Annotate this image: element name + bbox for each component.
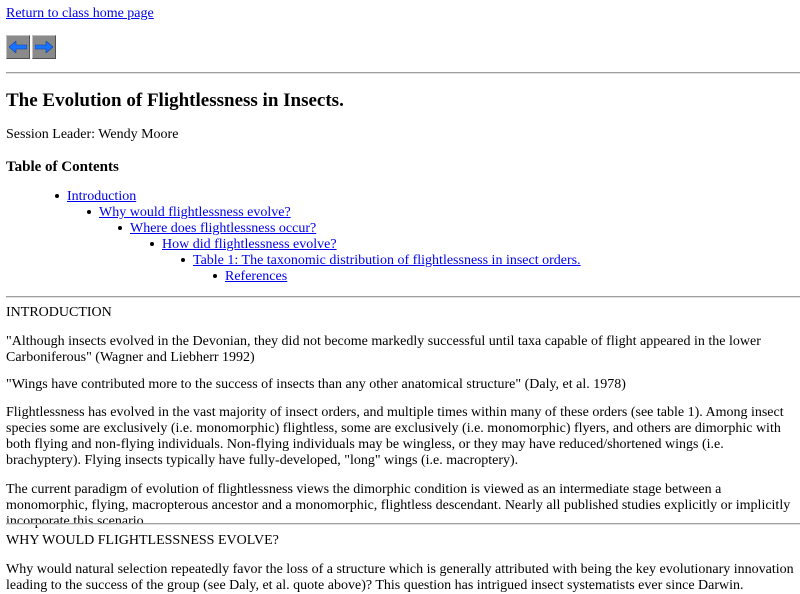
introduction-quote-1: "Although insects evolved in the Devonian, they did not become markedly successful until taxa capable of flight appeared in the lower Carboniferous" (Wagner and Liebherr 1992) — [6, 334, 761, 365]
toc-item-table1 — [181, 253, 581, 269]
introduction-paragraph-2: The current paradigm of evolution of flightlessness views the dimorphic condition is viewed as an intermediate stage between a monomorphic, flying, macropterous ancestor and a monomorphic, flightless descendant. Nearly all published studies explicitly or implicitly incorporate this scenario. — [6, 482, 791, 529]
next-page-button[interactable] — [32, 35, 56, 59]
divider — [6, 296, 800, 298]
page-title: The Evolution of Flightlessness in Insects. — [6, 90, 344, 111]
toc-heading: Table of Contents — [6, 159, 119, 175]
toc-link-references[interactable]: References — [225, 269, 288, 284]
toc-item-why — [87, 205, 291, 221]
toc-link-table1[interactable]: Table 1: The taxonomic distribution of flightlessness in insect orders. — [193, 253, 581, 268]
bullet-icon — [118, 226, 122, 230]
toc-link-why[interactable]: Why would flightlessness evolve? — [99, 205, 291, 220]
arrow-left-icon — [9, 41, 27, 53]
why-heading: WHY WOULD FLIGHTLESSNESS EVOLVE? — [6, 533, 279, 548]
previous-page-button[interactable] — [6, 35, 30, 59]
toc-link-how[interactable]: How did flightlessness evolve? — [162, 237, 337, 252]
bullet-icon — [181, 258, 185, 262]
bullet-icon — [87, 210, 91, 214]
toc-link-where[interactable]: Where does flightlessness occur? — [130, 221, 317, 236]
why-paragraph-1: Why would natural selection repeatedly favor the loss of a structure which is generally attributed with being the key evolutionary innovation leading to the success of the group (see Daly, et al. quote above)? This question has intrigued insect systematists ever since Darwin. — [6, 562, 794, 593]
session-leader: Session Leader: Wendy Moore — [6, 127, 179, 142]
introduction-paragraph-1: Flightlessness has evolved in the vast majority of insect orders, and multiple times within many of these orders (see table 1). Among insect species some are exclusively (i.e. monomorphic) flightless, some are exclusively (i.e. monomorphic) flyers, and others are dimorphic with both flying and non-flying individuals. Non-flying individuals may be wingless, or they may have reduced/shortened wings (i.e. brachyptery). Flying insects typically have fully-developed, "long" wings (i.e. macroptery). — [6, 405, 784, 468]
toc-link-introduction[interactable]: Introduction — [67, 189, 137, 204]
introduction-quote-2: "Wings have contributed more to the success of insects than any other anatomical structure" (Daly, et al. 1978) — [6, 377, 626, 392]
bullet-icon — [150, 242, 154, 246]
arrow-right-icon — [35, 41, 53, 53]
toc-item-introduction — [55, 189, 136, 205]
bullet-icon — [213, 274, 217, 278]
toc-item-references — [213, 269, 287, 285]
toc-item-how — [150, 237, 337, 253]
bullet-icon — [55, 194, 59, 198]
introduction-heading: INTRODUCTION — [6, 305, 112, 320]
toc-item-where — [118, 221, 316, 237]
page-navigation — [6, 35, 56, 59]
divider — [6, 72, 800, 74]
divider — [6, 523, 800, 525]
return-to-class-home-link[interactable]: Return to class home page — [6, 6, 154, 21]
